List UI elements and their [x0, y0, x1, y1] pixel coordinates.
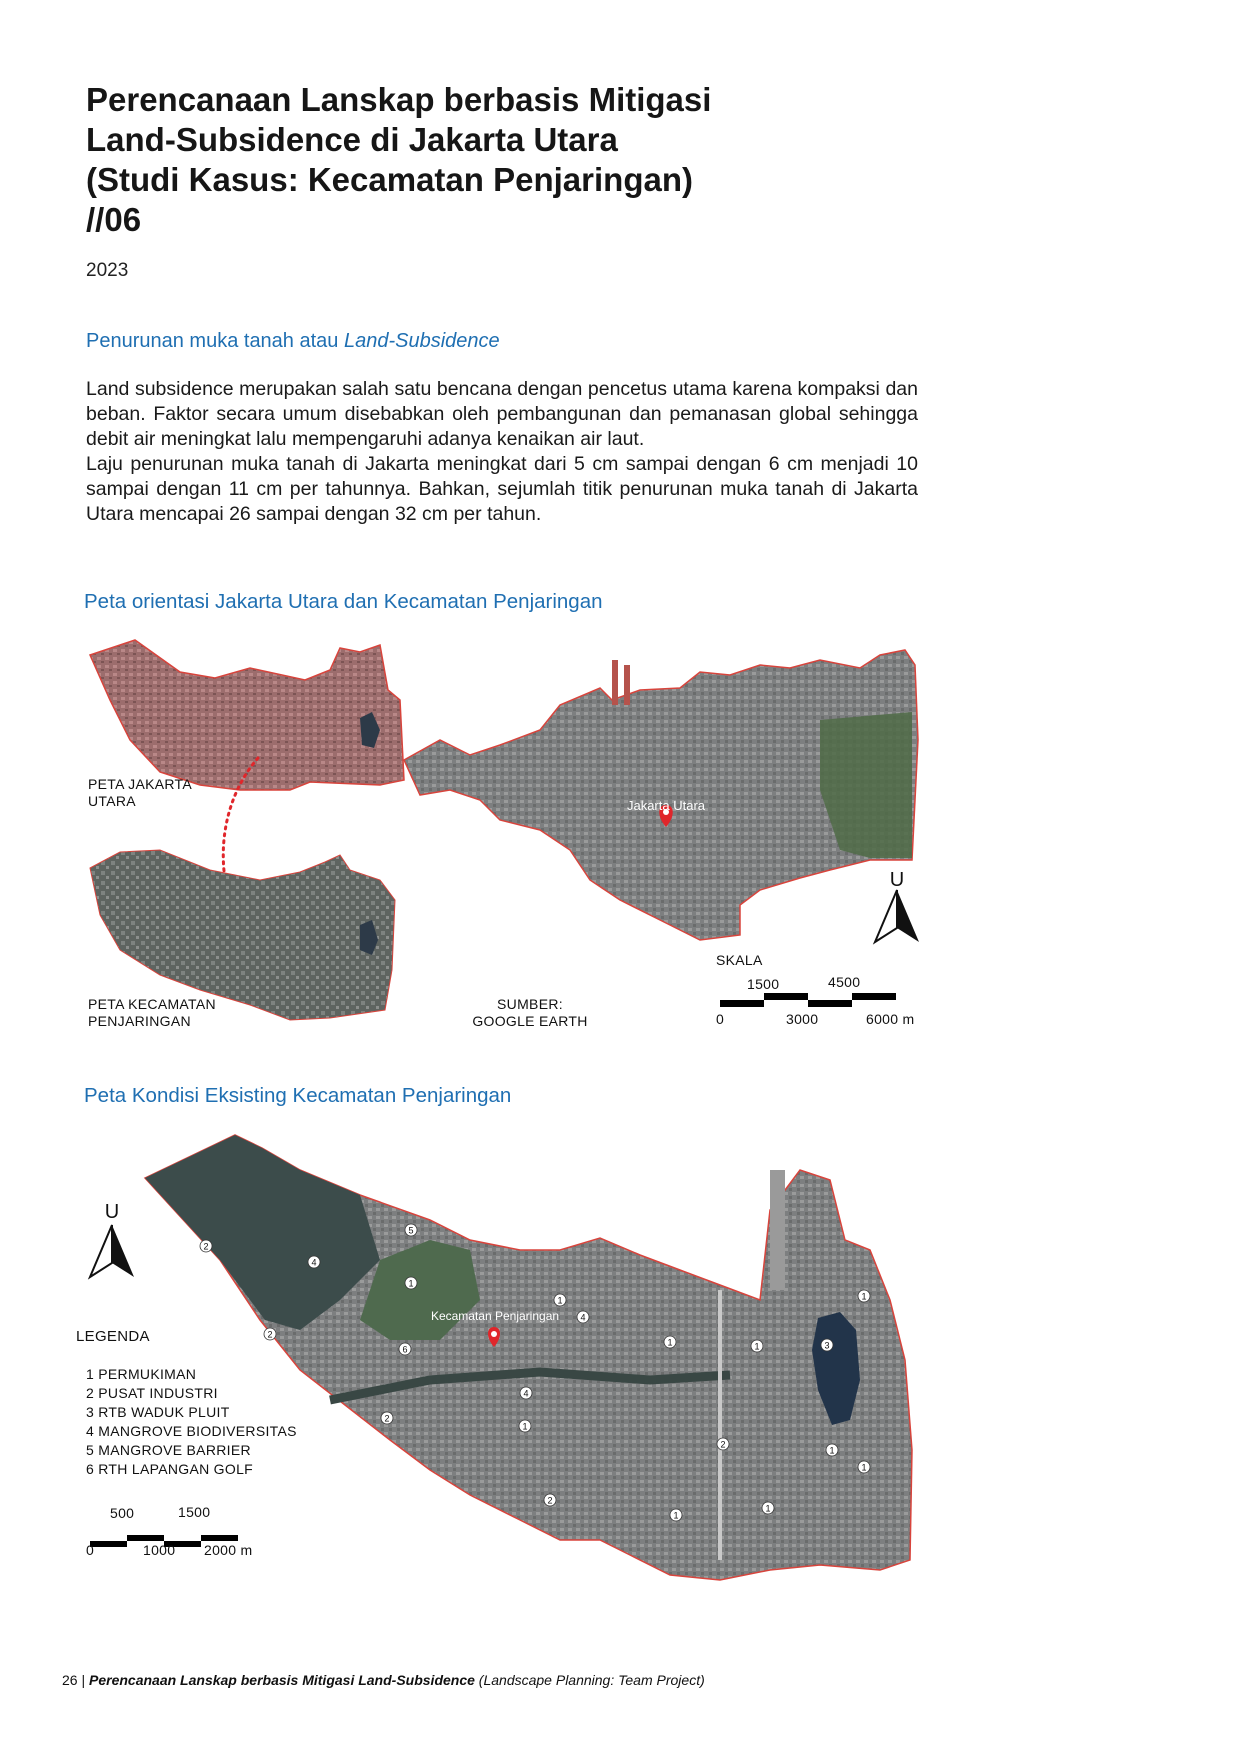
zone-marker-2 [717, 1438, 729, 1450]
source-line2: GOOGLE EARTH [472, 1013, 588, 1029]
scale-bar-map1 [720, 993, 896, 1007]
zone-marker-label: 1 [557, 1295, 563, 1306]
zone-marker-label: 2 [720, 1439, 726, 1450]
zone-marker-6 [399, 1343, 411, 1355]
zone-marker-5 [405, 1224, 417, 1236]
zone-marker-1 [405, 1277, 417, 1289]
title-line-2: Land-Subsidence di Jakarta Utara [86, 121, 618, 158]
paragraph-2: Laju penurunan muka tanah di Jakarta meningkat dari 5 cm sampai dengan 6 cm menjadi 10 sampai dengan 11 cm per tahunnya. Bahkan, sejumlah titik penurunan muka tanah di Jakarta Utara mencapai 26 sampai dengan 32 cm per tahun. [86, 453, 918, 525]
zone-marker-label: 1 [754, 1341, 760, 1352]
source-line1: SUMBER: [497, 996, 563, 1012]
zone-marker-1 [858, 1290, 870, 1302]
scale-title-map1: SKALA [716, 952, 763, 968]
zone-marker-label: 1 [861, 1291, 867, 1302]
zone-marker-label: 1 [522, 1421, 528, 1432]
label-peta-kecamatan-line1: PETA KECAMATAN [88, 996, 216, 1012]
scale-map1-bottom-2: 3000 [786, 1011, 819, 1027]
zone-marker-label: 1 [765, 1503, 771, 1514]
zone-marker-2 [200, 1240, 212, 1252]
legend-item: 2 PUSAT INDUSTRI [86, 1385, 218, 1401]
heading-italic-part: Land-Subsidence [343, 330, 500, 352]
legend-item: 4 MANGROVE BIODIVERSITAS [86, 1423, 297, 1439]
footer-title: Perencanaan Lanskap berbasis Mitigasi Land-Subsidence [89, 1672, 475, 1688]
map2-heading: Peta Kondisi Eksisting Kecamatan Penjaringan [84, 1084, 512, 1107]
zone-marker-1 [826, 1444, 838, 1456]
penjaringan-existing-map [145, 1135, 912, 1580]
zone-marker-1 [670, 1509, 682, 1521]
north-label-map1: U [889, 869, 905, 891]
zone-marker-label: 2 [384, 1413, 390, 1424]
zone-marker-4 [520, 1387, 532, 1399]
heading-normal-part: Penurunan muka tanah atau [86, 330, 344, 352]
scale-map2-bottom-2: 1000 [143, 1542, 176, 1558]
scale-map2-top-1: 500 [110, 1505, 135, 1521]
zone-marker-label: 2 [547, 1495, 553, 1506]
label-peta-jakarta-utara-line1: PETA JAKARTA [88, 776, 192, 792]
scale-map1-top-2: 4500 [828, 974, 861, 990]
map1-heading: Peta orientasi Jakarta Utara dan Kecamatan Penjaringan [84, 590, 603, 613]
legend-item: 1 PERMUKIMAN [86, 1366, 197, 1382]
zone-marker-label: 6 [402, 1344, 408, 1355]
zone-marker-1 [519, 1420, 531, 1432]
zone-marker-label: 3 [824, 1340, 830, 1351]
zone-marker-label: 4 [580, 1312, 586, 1323]
zone-marker-label: 4 [523, 1388, 529, 1399]
zone-marker-label: 1 [673, 1510, 679, 1521]
zone-marker-1 [858, 1461, 870, 1473]
legend-item: 6 RTH LAPANGAN GOLF [86, 1461, 254, 1477]
title-line-1: Perencanaan Lanskap berbasis Mitigasi [86, 81, 712, 118]
footer-separator: | [77, 1672, 89, 1688]
year: 2023 [86, 260, 129, 281]
north-arrow-map2 [90, 1225, 134, 1277]
footer-subtitle: (Landscape Planning: Team Project) [478, 1672, 705, 1688]
scale-map2-bottom-3: 2000 m [204, 1542, 253, 1558]
zone-marker-4 [577, 1311, 589, 1323]
jakarta-place-label: Jakarta Utara [626, 798, 706, 813]
zone-marker-label: 1 [408, 1278, 414, 1289]
label-peta-jakarta-utara [88, 776, 192, 810]
legend-item: 5 MANGROVE BARRIER [86, 1442, 251, 1458]
label-peta-jakarta-utara-line2: UTARA [88, 793, 136, 809]
penjaringan-place-label: Kecamatan Penjaringan [430, 1309, 560, 1323]
zone-marker-1 [664, 1336, 676, 1348]
zone-marker-2 [381, 1412, 393, 1424]
zone-marker-4 [308, 1256, 320, 1268]
zone-marker-label: 1 [829, 1445, 835, 1456]
zone-marker-label: 1 [667, 1337, 673, 1348]
legend-item: 3 RTB WADUK PLUIT [86, 1404, 230, 1420]
north-arrow-map1 [875, 890, 919, 942]
legend-title: LEGENDA [76, 1328, 150, 1345]
zone-marker-2 [544, 1494, 556, 1506]
scale-map2-bottom-1: 0 [86, 1542, 95, 1558]
scale-map1-bottom-3: 6000 m [866, 1011, 915, 1027]
title-line-4: //06 [86, 201, 142, 238]
jakarta-utara-west-tinted [90, 640, 404, 790]
zone-marker-3 [821, 1339, 833, 1351]
zone-marker-label: 5 [408, 1225, 414, 1236]
scale-map1-top-1: 1500 [747, 976, 780, 992]
scale-map1-bottom-1: 0 [716, 1011, 725, 1027]
penjaringan-small-map [90, 850, 395, 1020]
footer-page-number: 26 [62, 1672, 78, 1688]
title-line-3: (Studi Kasus: Kecamatan Penjaringan) [86, 161, 693, 198]
zone-marker-1 [751, 1340, 763, 1352]
penjaringan-small-shape [90, 850, 395, 1020]
zone-marker-label: 2 [267, 1329, 273, 1340]
zone-marker-2 [264, 1328, 276, 1340]
pier-structure [770, 1170, 785, 1290]
zone-marker-label: 4 [311, 1257, 317, 1268]
zone-marker-label: 1 [861, 1462, 867, 1473]
label-peta-kecamatan-line2: PENJARINGAN [88, 1013, 191, 1029]
zone-marker-1 [554, 1294, 566, 1306]
scale-map2-top-2: 1500 [178, 1504, 211, 1520]
legend-list [86, 1365, 297, 1479]
source-label [470, 996, 590, 1030]
label-peta-kecamatan-penjaringan [88, 996, 216, 1030]
zone-marker-label: 2 [203, 1241, 209, 1252]
north-label-map2: U [104, 1201, 120, 1223]
zone-marker-1 [762, 1502, 774, 1514]
page-footer [62, 1672, 705, 1688]
paragraph-1: Land subsidence merupakan salah satu bencana dengan pencetus utama karena kompaksi dan beban. Faktor secara umum disebabkan oleh pembangunan dan pemanasan global sehingga debit air meningkat lalu mempengaruhi adanya kenaikan air laut. [86, 378, 918, 450]
